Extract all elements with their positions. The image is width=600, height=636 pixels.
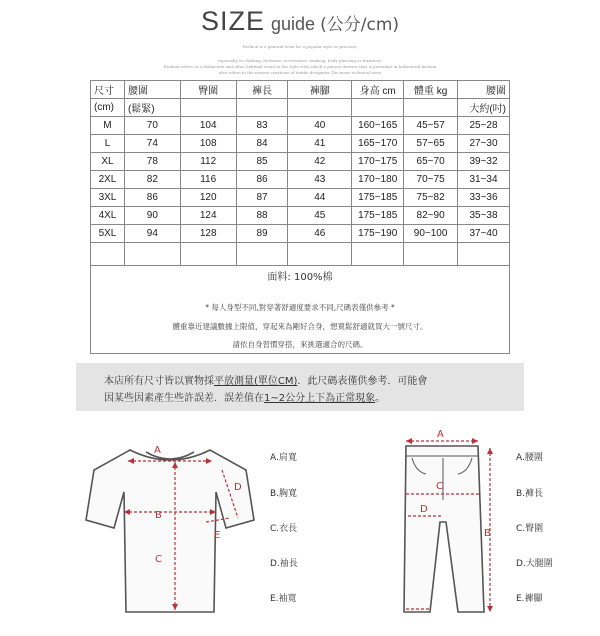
table-cell: 40 <box>288 117 352 135</box>
table-cell: 31~34 <box>458 171 510 189</box>
note-line-3: 請依自身習慣穿搭，來挑選適合的尺碼。 <box>232 340 368 349</box>
table-cell: 27~30 <box>458 135 510 153</box>
title-size: SIZE <box>200 6 265 36</box>
table-cell: 124 <box>180 207 236 225</box>
table-cell: 82 <box>124 171 180 189</box>
table-cell: 82~90 <box>404 207 458 225</box>
title-unit: (公分/cm) <box>320 15 400 35</box>
table-cell: 45 <box>288 207 352 225</box>
table-cell: 尺寸 <box>91 81 125 99</box>
table-cell: 128 <box>180 225 236 243</box>
table-cell: (鬆緊) <box>124 99 180 117</box>
table-cell: 90~100 <box>404 225 458 243</box>
shirt-label-b: B.胸寬 <box>270 489 298 499</box>
tshirt-letter-a: A <box>154 445 161 456</box>
table-cell: 74 <box>124 135 180 153</box>
table-cell: 3XL <box>91 189 125 207</box>
table-cell: 120 <box>180 189 236 207</box>
table-cell: 5XL <box>91 225 125 243</box>
table-cell: 70~75 <box>404 171 458 189</box>
table-cell: 65~70 <box>404 153 458 171</box>
note-line-2: 體重靠近建議數據上限值，穿起來為剛好合身，想寬鬆舒適就買大一號尺寸。 <box>172 322 428 331</box>
table-cell: 94 <box>124 225 180 243</box>
title-guide: guide <box>270 14 316 34</box>
table-cell: 腰圍 <box>458 81 510 99</box>
table-cell: 33~36 <box>458 189 510 207</box>
table-cell: 臀圍 <box>180 81 236 99</box>
pants-label-e: E.褲腳 <box>516 594 543 604</box>
table-cell: 褲長 <box>236 81 288 99</box>
table-cell: 88 <box>236 207 288 225</box>
pants-letter-b: B <box>484 528 491 539</box>
tshirt-letter-d: D <box>234 482 242 493</box>
table-cell: 116 <box>180 171 236 189</box>
fine-text-4: also refers to the newest creations of textile designers.The more technical term <box>219 70 381 75</box>
table-cell: 90 <box>124 207 180 225</box>
table-cell: 39~32 <box>458 153 510 171</box>
shirt-label-a: A.肩寬 <box>270 453 297 463</box>
tshirt-letter-e: E <box>214 530 221 541</box>
table-cell: 170~180 <box>352 171 404 189</box>
table-cell: 165~170 <box>352 135 404 153</box>
table-cell: 43 <box>288 171 352 189</box>
table-cell: 體重 kg <box>404 81 458 99</box>
table-cell: 57~65 <box>404 135 458 153</box>
table-cell: 160~165 <box>352 117 404 135</box>
table-cell: L <box>91 135 125 153</box>
table-cell: 35~38 <box>458 207 510 225</box>
fine-text-2: especially in clothing, footwear, accessories, makeup, body piercing or furniture. <box>217 58 383 63</box>
table-cell: 112 <box>180 153 236 171</box>
table-cell: 104 <box>180 117 236 135</box>
table-cell: 42 <box>288 153 352 171</box>
table-cell: 41 <box>288 135 352 153</box>
pants-label-c: C.臀圍 <box>516 524 544 534</box>
pants-letter-c: C <box>436 481 443 492</box>
pants-label-a: A.腰圍 <box>516 453 543 463</box>
shirt-label-e: E.袖寬 <box>270 594 297 604</box>
pants-letter-a: A <box>437 429 444 440</box>
table-cell: 4XL <box>91 207 125 225</box>
table-cell: XL <box>91 153 125 171</box>
table-cell: 175~185 <box>352 207 404 225</box>
pants-label-d: D.大腿圍 <box>516 559 553 569</box>
table-cell: 37~40 <box>458 225 510 243</box>
table-cell: 175~185 <box>352 189 404 207</box>
table-cell: 25~28 <box>458 117 510 135</box>
table-cell: 44 <box>288 189 352 207</box>
tshirt-letter-b: B <box>155 510 162 521</box>
table-cell: 87 <box>236 189 288 207</box>
table-cell: 83 <box>236 117 288 135</box>
tshirt-diagram <box>86 450 254 612</box>
table-cell: 腰圍 <box>124 81 180 99</box>
disclaimer-line-2: 因某些因素產生些許誤差．誤差值在1~2公分上下為正常現象。 <box>104 393 386 404</box>
note-line-1: * 每人身型不同,對穿著舒適度要求不同,尺碼表僅供參考 * <box>205 303 395 312</box>
table-cell: 84 <box>236 135 288 153</box>
table-cell: M <box>91 117 125 135</box>
table-cell: 170~175 <box>352 153 404 171</box>
fabric-text: 面料: 100%棉 <box>267 272 333 283</box>
table-cell: (cm) <box>91 99 125 117</box>
table-cell: 2XL <box>91 171 125 189</box>
pants-letter-d: D <box>420 504 428 515</box>
table-cell: 75~82 <box>404 189 458 207</box>
table-cell: 身高 cm <box>352 81 404 99</box>
fine-text-3: Fashion refers to a distinctive and often habitual trend in the style with which a person dresses that is prevalent in behavioral fashion <box>163 64 437 69</box>
table-cell: 86 <box>124 189 180 207</box>
table-cell: 46 <box>288 225 352 243</box>
table-cell: 大約(吋) <box>458 99 510 117</box>
table-cell: 108 <box>180 135 236 153</box>
table-cell: 85 <box>236 153 288 171</box>
table-cell: 70 <box>124 117 180 135</box>
table-cell: 175~190 <box>352 225 404 243</box>
table-cell: 89 <box>236 225 288 243</box>
pants-label-b: B.褲長 <box>516 489 544 499</box>
table-cell: 褲腳 <box>288 81 352 99</box>
table-cell: 45~57 <box>404 117 458 135</box>
disclaimer-line-1: 本店所有尺寸皆以實物採平放測量(單位CM)．此尺碼表僅供參考．可能會 <box>104 376 428 387</box>
table-cell: 86 <box>236 171 288 189</box>
pants-diagram <box>404 446 484 612</box>
shirt-label-c: C.衣長 <box>270 524 298 534</box>
shirt-label-d: D.袖長 <box>270 559 298 569</box>
tshirt-letter-c: C <box>155 554 162 565</box>
fine-text-1: Fashion is a general term for a popular style or practice, <box>242 44 358 49</box>
table-cell: 78 <box>124 153 180 171</box>
